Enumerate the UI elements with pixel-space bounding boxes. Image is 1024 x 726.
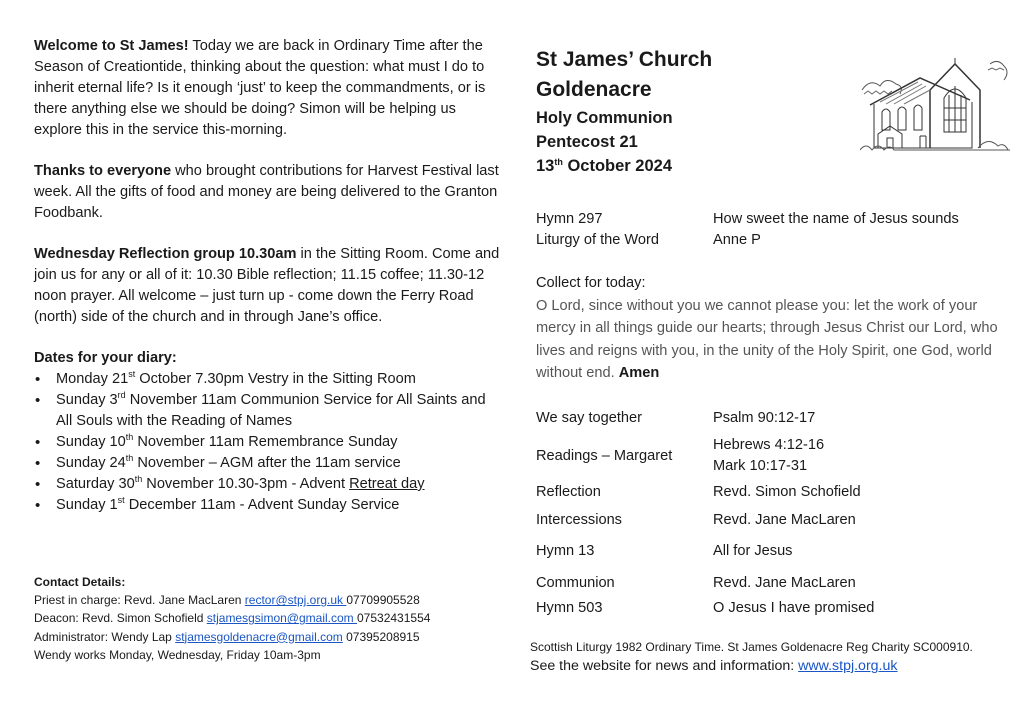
church-name: St James’ Church — [536, 48, 713, 71]
readings-label: Readings – Margaret — [536, 448, 673, 464]
diary-heading — [34, 348, 504, 369]
diary-item — [34, 453, 504, 474]
footer-liturgy-charity: Scottish Liturgy 1982 Ordinary Time. St James Goldenacre Reg Charity SC000910. — [530, 640, 973, 654]
rector-email-link[interactable]: rector@stpj.org.uk — [244, 593, 347, 608]
welcome-heading: Welcome to St James! — [34, 38, 189, 54]
diary-item-text: Monday 21 — [56, 371, 129, 387]
diary-item-text: Sunday 3 — [56, 392, 118, 408]
contact-priest — [34, 591, 514, 609]
diary-list — [34, 369, 504, 516]
wednesday-text: in the Sitting Room. Come and join us for any or all of it: 10.30 Bible reflection; 11.15 coffee; 11.30-12 noon prayer. All welcome – just turn up - come down the Ferry Road (north) side of the church and in through Jane’s office. — [34, 246, 500, 325]
thanks-heading: Thanks to everyone — [34, 163, 172, 179]
diary-item-text: November 11am Communion Service for All Saints and All Souls with the Reading of Names — [56, 392, 486, 429]
diary-item-text: November – AGM after the 11am service — [133, 455, 401, 471]
contact-details — [34, 573, 514, 664]
contact-phone: 07709905528 — [346, 593, 420, 608]
footer-website-line — [530, 656, 1020, 676]
collect-heading: Collect for today: — [536, 275, 646, 291]
contact-phone: 07395208915 — [342, 629, 420, 644]
diary-item-text: November 11am Remembrance Sunday — [133, 434, 398, 450]
diary-item-text: October 7.30pm Vestry in the Sitting Room — [135, 371, 416, 387]
church-illustration-icon — [860, 50, 1010, 155]
collect-prayer-text: O Lord, since without you we cannot please you: let the work of your mercy in all things guide our hearts; through Jesus Christ our Lord, who lives and reigns with you, in the unity of the Holy Spirit, one God, world without end. — [536, 297, 998, 381]
hymn-297-title: How sweet the name of Jesus sounds — [713, 211, 959, 227]
contact-deacon — [34, 609, 514, 627]
diary-item-text: Sunday 10 — [56, 434, 126, 450]
thanks-text: who brought contributions for Harvest Festival last week. All the gifts of food and money are being delivered to the Granton Foodbank. — [34, 163, 499, 221]
diary-item-sup: th — [125, 453, 134, 463]
hymn-13-title: All for Jesus — [713, 543, 793, 559]
diary-item-sup: th — [134, 474, 143, 484]
intercessions-label: Intercessions — [536, 512, 622, 528]
diary-item-text: December 11am - Advent Sunday Service — [124, 497, 400, 513]
say-together-psalm: Psalm 90:12-17 — [713, 410, 816, 426]
liturgy-label: Liturgy of the Word — [536, 232, 660, 248]
diary-item-text: Sunday 1 — [56, 497, 118, 513]
website-link[interactable]: www.stpj.org.uk — [798, 658, 898, 674]
contact-admin — [34, 628, 514, 646]
diary-item — [34, 474, 504, 495]
diary-item-text: Saturday 30 — [56, 476, 135, 492]
hymn-297-label: Hymn 297 — [536, 211, 603, 227]
date-day: 13 — [536, 157, 555, 175]
church-place: Goldenacre — [536, 78, 652, 101]
diary-item — [34, 369, 504, 390]
intercessions-person: Revd. Jane MacLaren — [713, 512, 856, 528]
contact-label: Deacon: Revd. Simon Schofield — [34, 611, 207, 626]
reading-hebrews: Hebrews 4:12-16 — [713, 437, 825, 453]
diary-item-sup: rd — [117, 390, 126, 400]
season-name: Pentecost 21 — [536, 133, 638, 151]
service-date — [536, 155, 672, 177]
contact-hours: Wendy works Monday, Wednesday, Friday 10am-3pm — [34, 647, 321, 662]
contact-heading: Contact Details: — [34, 575, 126, 589]
reflection-person: Revd. Simon Schofield — [713, 484, 861, 500]
thanks-paragraph — [34, 161, 504, 224]
footer-website-text: See the website for news and information: — [530, 658, 799, 674]
contact-label: Priest in charge: Revd. Jane MacLaren — [34, 593, 245, 608]
communion-label: Communion — [536, 575, 615, 591]
diary-item-text: Sunday 24 — [56, 455, 126, 471]
diary-item-text: November 10.30-3pm - Advent — [142, 476, 350, 492]
reading-mark: Mark 10:17-31 — [713, 458, 808, 474]
wednesday-paragraph — [34, 244, 504, 328]
admin-email-link[interactable]: stjamesgoldenacre@gmail.com — [175, 629, 343, 644]
diary-item — [34, 432, 504, 453]
date-sup: th — [554, 157, 563, 167]
contact-label: Administrator: Wendy Lap — [34, 629, 176, 644]
service-name: Holy Communion — [536, 109, 673, 127]
hymn-503-title: O Jesus I have promised — [713, 600, 875, 616]
diary-heading-text: Dates for your diary: — [34, 350, 177, 366]
left-column — [34, 36, 504, 516]
reflection-label: Reflection — [536, 484, 601, 500]
welcome-paragraph — [34, 36, 504, 141]
hymn-503-label: Hymn 503 — [536, 600, 603, 616]
contact-phone: 07532431554 — [357, 611, 431, 626]
communion-person: Revd. Jane MacLaren — [713, 575, 856, 591]
date-rest: October 2024 — [562, 157, 672, 175]
welcome-text: Today we are back in Ordinary Time after the Season of Creationtide, thinking about the question: what must I do to inherit eternal life? Is it enough ‘just’ to keep the commandments, or is there anything else we should be doing? Simon will be helping us explore this in the service this-morning. — [34, 38, 486, 138]
deacon-email-link[interactable]: stjamesgsimon@gmail.com — [206, 611, 357, 626]
diary-item — [34, 495, 504, 516]
liturgy-reader: Anne P — [713, 232, 761, 248]
footer — [530, 638, 1020, 676]
collect-prayer — [536, 295, 1006, 385]
retreat-day-link[interactable]: Retreat day — [349, 476, 425, 492]
diary-item-sup: th — [125, 432, 134, 442]
diary-item — [34, 390, 504, 432]
diary-item-sup: st — [128, 369, 136, 379]
hymn-13-label: Hymn 13 — [536, 543, 595, 559]
diary-item-sup: st — [117, 495, 125, 505]
wednesday-heading: Wednesday Reflection group 10.30am — [34, 246, 297, 262]
collect-section — [536, 272, 1006, 385]
say-together-label: We say together — [536, 410, 642, 426]
collect-amen: Amen — [618, 365, 660, 381]
